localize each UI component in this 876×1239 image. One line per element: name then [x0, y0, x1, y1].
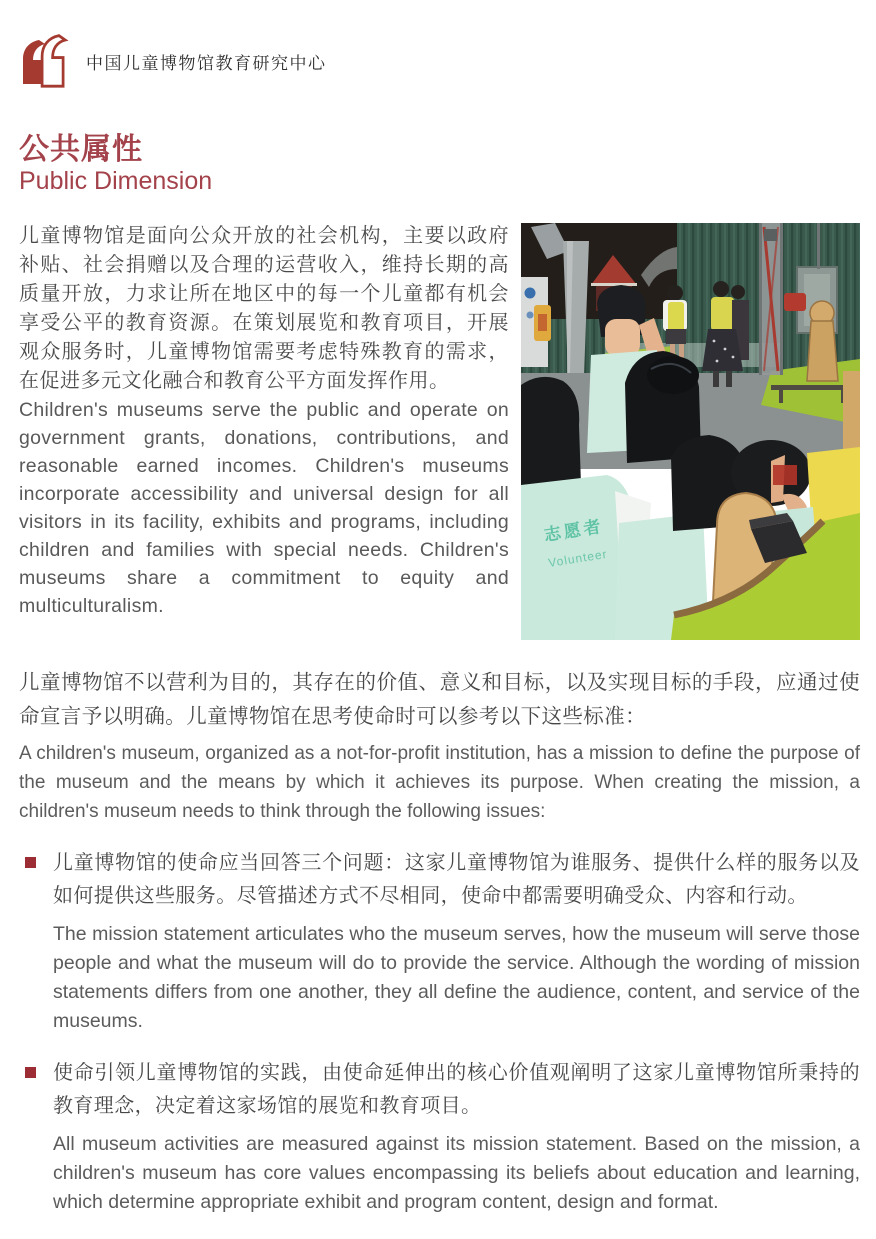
intro-paragraph-zh: 儿童博物馆是面向公众开放的社会机构，主要以政府补贴、社会捐赠以及合理的运营收入，维持长期的高质量开放，力求让所在地区中的每一个儿童都有机会享受公平的教育资源。在策划展览和教育项目，开展观众服务时，儿童博物馆需要考虑特殊教育的需求，在促进多元文化融合和教育公平方面发挥作用。 — [19, 225, 509, 392]
playhouse-trim — [591, 283, 637, 286]
device-screen — [538, 314, 547, 331]
bullet-square-icon — [25, 1067, 36, 1078]
bullet1-en: The mission statement articulates who the museum serves, how the museum will serve those people and what the museum will do to provide the service. Although the wording of mission statements differs from one another, they all define the audience, content, and service of the museums. — [53, 923, 860, 1032]
museum-photo — [521, 223, 860, 640]
boy-face — [605, 319, 640, 356]
blue-sign-small — [527, 312, 534, 319]
thin-pole — [817, 223, 820, 269]
adult-leg-l — [713, 371, 719, 387]
polka-skirt — [702, 329, 743, 371]
truss-edge-r — [780, 223, 783, 375]
bench-leg — [779, 390, 783, 403]
kid-yellow-vest — [668, 302, 684, 333]
vest-text-zh: 志愿者 — [542, 516, 605, 545]
bullet-body — [53, 847, 860, 1036]
bullet-body — [53, 1057, 860, 1217]
intro-columns — [19, 222, 860, 640]
quote-marks-logo-icon — [20, 28, 72, 94]
red-seat — [784, 293, 806, 311]
bullet2-en: All museum activities are measured against its mission statement. Based on the mission, a children's museum has core values encompassing its beliefs about education and learning, which determine appropriate exhibit and program content, design and format. — [53, 1133, 860, 1213]
truss-box — [764, 229, 777, 241]
article-content — [19, 133, 860, 1217]
red-clothing — [773, 465, 797, 485]
skirt-dot — [732, 356, 735, 359]
museum-photo-illustration — [521, 223, 860, 640]
bullet2-zh: 使命引领儿童博物馆的实践，由使命延伸出的核心价值观阐明了这家儿童博物馆所秉持的教育理念，决定着这家场馆的展览和教育项目。 — [53, 1062, 860, 1117]
skirt-dot — [713, 340, 716, 343]
kid-yellow-head — [667, 285, 683, 301]
bullet1-zh: 儿童博物馆的使命应当回答三个问题：这家儿童博物馆为谁服务、提供什么样的服务以及如何提供这些服务。尽管描述方式不尽相同，使命中都需要明确受众、内容和行动。 — [53, 852, 860, 907]
adult-leg-r — [726, 371, 732, 387]
girl2-ponytail — [647, 356, 699, 394]
intro-text-column — [19, 222, 509, 640]
org-name: 中国儿童博物馆教育研究中心 — [86, 53, 327, 73]
intro-paragraph-en: Children's museums serve the public and operate on government grants, donations, contributions, and reasonable earned incomes. Children's museums incorporate accessibility and universal design for all visitors in its facility, exhibits and programs, including children and families with special needs. Children's museums share a commitment to equity and multiculturalism. — [19, 399, 509, 617]
site-header — [20, 28, 327, 94]
skirt-dot — [716, 360, 719, 363]
adult-head-1 — [713, 281, 729, 297]
adult-head-2 — [731, 285, 745, 299]
mission-paragraph-en: A children's museum, organized as a not-for-profit institution, has a mission to define the purpose of the museum and the means by which it achieves its purpose. When creating the mission, a children's museum needs to think through the following issues: — [19, 743, 860, 822]
skirt-dot — [724, 348, 727, 351]
blue-sign — [525, 288, 536, 299]
adult-yellow-top — [711, 297, 734, 331]
section-title-zh: 公共属性 — [19, 133, 143, 166]
truss-edge-l — [759, 223, 762, 375]
bullet-item-1 — [19, 847, 860, 1036]
bullet-square-icon — [25, 857, 36, 868]
mission-paragraph-zh: 儿童博物馆不以营利为目的，其存在的价值、意义和目标，以及实现目标的手段，应通过使命宣言予以明确。儿童博物馆在思考使命时可以参考以下这些标准： — [19, 671, 860, 728]
bullet-item-2 — [19, 1057, 860, 1217]
section-title-en: Public Dimension — [19, 167, 213, 195]
kid-yellow-shorts — [666, 329, 686, 344]
girl1-hair — [521, 377, 581, 493]
vest-text-en: Volunteer — [547, 546, 609, 570]
wood-figure-body — [807, 321, 838, 381]
